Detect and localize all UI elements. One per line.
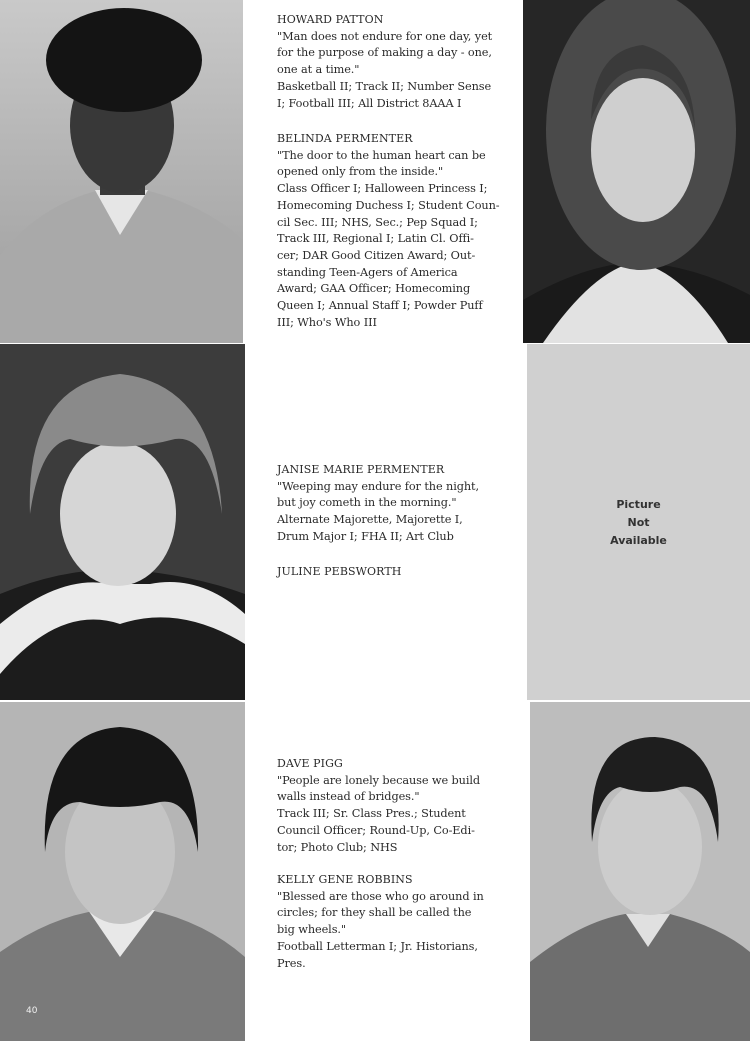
page-number: 40 <box>26 1006 38 1016</box>
portrait-janise-marie-permenter-image <box>0 344 245 700</box>
student-activities: Football Letterman I; Jr. Historians, Pres. <box>277 939 478 970</box>
portrait-janise-marie-permenter <box>0 344 245 700</box>
student-name: DAVE PIGG <box>277 757 343 770</box>
entry-belinda-permenter <box>277 131 515 331</box>
portrait-dave-pigg-image <box>0 702 245 1041</box>
entry-juline-pebsworth <box>277 564 515 581</box>
picture-not-available-label: Picture Not Available <box>610 498 667 547</box>
portrait-kelly-gene-robbins <box>530 702 750 1041</box>
student-name: BELINDA PERMENTER <box>277 132 413 145</box>
student-quote: "Man does not endure for one day, yet for the purpose of making a day - one, one at a time." <box>277 29 493 77</box>
entry-dave-pigg <box>277 756 515 856</box>
student-activities: Track III; Sr. Class Pres.; Student Council Officer; Round-Up, Co-Edi- tor; Photo Club; NHS <box>277 807 475 854</box>
student-activities: Basketball II; Track II; Number Sense I; Football III; All District 8AAA I <box>277 79 492 110</box>
portrait-kelly-gene-robbins-image <box>530 702 750 1041</box>
student-quote: "People are lonely because we build walls instead of bridges." <box>277 773 481 804</box>
entry-janise-marie-permenter <box>277 462 515 546</box>
student-quote: "Weeping may endure for the night, but joy cometh in the morning." <box>277 479 479 510</box>
entry-kelly-gene-robbins <box>277 872 515 972</box>
portrait-belinda-permenter <box>523 0 750 343</box>
student-name: JULINE PEBSWORTH <box>277 565 402 578</box>
student-activities: Alternate Majorette, Majorette I, Drum Major I; FHA II; Art Club <box>277 513 463 543</box>
student-name: KELLY GENE ROBBINS <box>277 873 413 886</box>
student-name: HOWARD PATTON <box>277 13 384 26</box>
student-quote: "Blessed are those who go around in circles; for they shall be called the big wheels." <box>277 889 484 937</box>
student-activities: Class Officer I; Halloween Princess I; Homecoming Duchess I; Student Coun- cil Sec. III; NHS, Sec.; Pep Squad I; Track III, Regional I; Latin Cl. Offi- cer; DAR Good Citizen Award; Out- standing Teen-Agers of America Award; GAA Officer; Homecoming Queen I; Annual Staff I; Powder Puff III; Who's Who III <box>277 182 500 329</box>
student-name: JANISE MARIE PERMENTER <box>277 463 445 476</box>
portrait-howard-patton <box>0 0 243 343</box>
portrait-belinda-permenter-image <box>523 0 750 343</box>
picture-not-available-panel <box>527 344 750 700</box>
portrait-dave-pigg <box>0 702 245 1041</box>
entry-howard-patton <box>277 12 515 112</box>
student-quote: "The door to the human heart can be opened only from the inside." <box>277 148 486 179</box>
portrait-howard-patton-image <box>0 0 243 343</box>
